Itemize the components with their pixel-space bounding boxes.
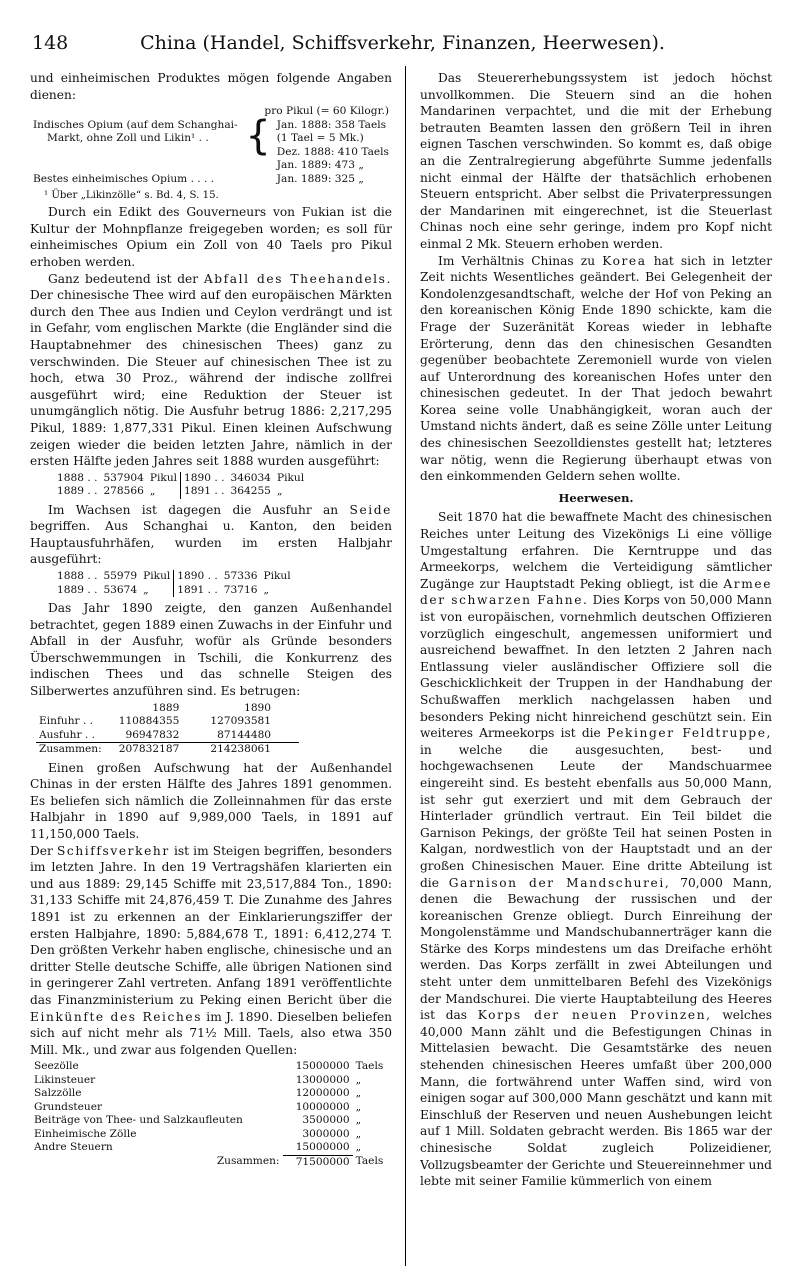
text-run: in welche die ausgesuchten, best- und hochgewachsenen Leute der Mandschuarmee eingereiht sind. Es besteht ebenfalls aus 50,000 Mann, ist sehr gut exerziert und mit dem Gebrauch der Hinterlader gründlich vertraut. Ein Teil bildet die Garnison Pekings, der größte Teil hat seinen Posten in Kalgan, nordwestlich von der Hauptstadt und an der großen Chinesischen Mauer. Eine dritte Abteilung ist die [420, 742, 772, 890]
footnote: ¹ Über „Likinzölle“ s. Bd. 4, S. 15. [44, 190, 219, 202]
text-run: 70,000 Mann, denen die Bewachung der russischen und der koreanischen Grenze obliegt. Durch Einreihung der Mongolenstämme und Mandschubannerträger kann die Stärke des Korps mindestens um das Dreifache erhöht werden. Das Korps zerfällt in zwei Abteilungen und steht unter dem unmittelbaren Befehl des Vizekönigs der Mandschurei. Die vierte Hauptabteilung des Heeres ist das [420, 875, 773, 1023]
table-cell: 57336 [223, 570, 258, 583]
paragraph-heerwesen [420, 509, 772, 1189]
emphasis-feldtruppe: Pekinger Feldtruppe, [606, 726, 772, 741]
table-cell: Taels [355, 1060, 384, 1073]
table-cell: 364255 [230, 485, 271, 498]
text-run: begriffen. Aus Schanghai u. Kanton, den beiden Hauptausfuhrhäfen, wurden im ersten Halbjahr ausgeführt: [30, 519, 392, 567]
opium-indisch-label-line1: Indisches Opium (auf dem Schanghai- [33, 118, 238, 131]
table-cell: 110884355 [118, 715, 180, 728]
column-header: 1890 [244, 701, 272, 714]
opium-value: Jan. 1888: 358 Taels [276, 118, 387, 131]
table-cell: 207832187 [116, 743, 208, 757]
revenue-table [30, 1060, 392, 1169]
paragraph-1890: Das Jahr 1890 zeigte, den ganzen Außenhandel betrachtet, gegen 1889 einen Zuwachs in der Einfuhr und Abfall in der Ausfuhr, wofür als Gründe besonders Überschwemmungen in Tschili, die Konkurrenz des indischen Thees und das schnelle Steigen des Silberwertes anzuführen sind. Es betrugen: [30, 601, 392, 699]
table-cell: Ausfuhr . . [39, 728, 96, 741]
opium-value: Jan. 1889: 473 „ [276, 159, 364, 172]
table-cell: Grundsteuer [34, 1100, 103, 1113]
table-cell: 96947832 [125, 728, 180, 741]
table-total-row [36, 743, 299, 757]
page-header [30, 32, 775, 58]
table-cell: 3500000 [302, 1114, 350, 1127]
table-cell: 1891 . . [181, 485, 228, 499]
table-row [30, 1101, 392, 1115]
table-cell: Seezölle [34, 1060, 79, 1073]
table-cell: „ [355, 1100, 362, 1113]
table-row [36, 729, 299, 743]
text-run: welches 40,000 Mann zählt und die Befestigungen Chinas in Mittelasien bewacht. Die Gesamtstärke des neuen stehenden chinesischen Heeres umfaßt über 200,000 Mann, die fortwährend unter Waffen sind, wird von einigen sogar auf 300,000 Mann geschätzt und kann mit Einschluß der Reserven und neuen Aushebungen leicht auf 1 Mill. Soldaten gebracht werden. Bis 1865 war der chinesische Soldat zugleich Polizeidiener, Vollzugsbeamter der Gerichte und Steuereinnehmer und lebte mit seiner Familie kümmerlich von einem [420, 1008, 773, 1189]
table-row [54, 584, 294, 598]
paragraph-fukian: Durch ein Edikt des Gouverneurs von Fukian ist die Kultur der Mohnpflanze freigegeben worden; es soll für einheimisches Opium ein Zoll von 40 Taels pro Pikul erhoben werden. [30, 205, 392, 269]
table-cell: Pikul [143, 570, 171, 583]
paragraph-seide [30, 502, 392, 568]
table-cell: 15000000 [295, 1141, 350, 1154]
text-run: hat sich in letzter Zeit nichts Wesentliches geändert. Bei Gelegenheit der Kondolenzgesandtschaft, welche der Hof von Peking an den koreanischen König Ende 1890 schickte, kam die Frage der Suzeränität Koreas wieder in lebhafte Erörterung, denn das den chinesischen Gesandten gegenüber beobachtete Zeremoniell wurde von vielen auf Unterordnung des koreanischen Hofes unter den chinesischen gedeutet. In der That jedoch bewahrt Korea seine volle Unabhängigkeit, woran auch der Umstand nichts ändert, daß es seine Zölle unter Leitung des chinesischen Seezolldienstes gestellt hat; letzteres war nötig, wenn die Regierung überhaupt etwas von den einkommenden Geldern sehen wollte. [420, 253, 773, 484]
opium-indisch-label [30, 119, 242, 173]
table-cell: „ [355, 1087, 362, 1100]
table-cell: Pikul [276, 471, 305, 484]
paragraph-intro: und einheimischen Produktes mögen folgende Angaben dienen: [30, 71, 392, 102]
opium-price-table [30, 105, 392, 186]
table-cell: „ [355, 1141, 362, 1154]
text-run: Dies Korps von 50,000 Mann ist von europäischen, vornehmlich deutschen Offizieren vorzüglich eingeschult, angemessen uniformiert und ausreichend bewaffnet. In den letzten 2 Jahren nach Entlassung vieler ausländischer Offiziere soll die Geschicklichkeit der Truppen in der Handhabung der Schußwaffen merklich nachgelassen haben und besonders Peking nicht hinreichend geschützt sein. Ein weiteres Armeekorps ist die [420, 593, 773, 741]
thee-export-table [54, 472, 307, 499]
text-run: Im Wachsen ist dagegen die Ausfuhr an [48, 502, 339, 517]
table-cell: 1891 . . [174, 584, 221, 598]
text-run: im J. 1890. Dieselben beliefen sich auf nicht mehr als 71½ Mill. Taels, also etwa 350 Mill. Mk., und zwar aus folgenden Quellen: [30, 1009, 393, 1057]
table-cell: 537904 [103, 471, 144, 484]
table-row [30, 1114, 392, 1128]
emphasis-armee: Armee der schwarzen Fahne. [420, 576, 773, 608]
table-cell: 1890 . . [181, 472, 228, 486]
brace-icon: { [245, 112, 271, 159]
text-run: Der chinesische Thee wird auf den europäischen Märkten durch den Thee aus Indien und Ceylon verdrängt und ist in Gefahr, vom englischen Markte (die Engländer sind die Hauptabnehmer des chinesischen Thees) ganz zu verschwinden. Die Steuer auf chinesischen Thee ist zu hoch, etwa 30 Proz., während der indische zollfrei ausgeführt wird; eine Reduktion der Steuer ist unumgänglich nötig. Die Ausfuhr betrug 1886: 2,217,295 Pikul, 1889: 1,877,331 Pikul. Einen kleinen Aufschwung zeigen wieder die beiden letzten Jahre, nämlich in der ersten Hälfte jeden Jahres seit 1888 wurden ausgeführt: [30, 288, 392, 469]
table-cell: Likinsteuer [34, 1073, 96, 1086]
emphasis-einkuenfte: Einkünfte des Reiches [30, 1009, 203, 1024]
opium-unit-header: pro Pikul (= 60 Kilogr.) [264, 105, 389, 118]
table-cell: „ [149, 485, 156, 498]
emphasis-schiffsverkehr: Schiffsverkehr [56, 843, 170, 858]
table-cell: „ [355, 1073, 362, 1086]
table-cell: „ [143, 583, 149, 596]
table-row [54, 472, 307, 486]
table-cell: Taels [355, 1155, 384, 1168]
table-cell: 3000000 [302, 1127, 350, 1140]
opium-einheimisch-label: Bestes einheimisches Opium . . . . [33, 172, 215, 185]
table-cell: Pikul [149, 471, 178, 484]
emphasis-korea: Korea [602, 253, 647, 268]
opium-value: (1 Tael = 5 Mk.) [276, 132, 364, 145]
table-cell: Einheimische Zölle [34, 1127, 137, 1140]
opium-value: Dez. 1888: 410 Taels [276, 145, 389, 158]
table-cell: „ [276, 485, 283, 498]
table-cell: 71500000 [283, 1155, 353, 1169]
table-cell: „ [355, 1127, 362, 1140]
table-row [30, 1060, 392, 1074]
opium-einheimisch-value: Jan. 1889: 325 „ [276, 172, 364, 185]
table-cell: 10000000 [295, 1100, 350, 1113]
table-cell: 73716 [223, 583, 258, 596]
table-cell: 13000000 [295, 1073, 350, 1086]
column-divider [405, 66, 406, 1266]
opium-indisch-label-line2: Markt, ohne Zoll und Likin¹ . . [47, 132, 209, 145]
table-header-row [36, 702, 299, 716]
table-cell: 87144480 [217, 728, 272, 741]
table-cell: Einfuhr . . [39, 715, 94, 728]
table-cell: 278566 [103, 485, 144, 498]
left-column [30, 70, 392, 1172]
emphasis-garnison: Garnison der Mandschurei, [448, 875, 671, 890]
table-row [36, 715, 299, 729]
column-header: 1889 [152, 701, 180, 714]
running-title: China (Handel, Schiffsverkehr, Finanzen, Heerwesen). [140, 32, 665, 54]
table-cell: Zusammen: [36, 743, 116, 757]
text-run: Im Verhältnis Chinas zu [438, 253, 596, 268]
section-heading-heerwesen: Heerwesen. [558, 490, 634, 505]
table-row [54, 485, 307, 499]
table-cell: „ [263, 583, 269, 596]
table-row [30, 1141, 392, 1155]
table-cell: 1889 . . [57, 583, 98, 596]
table-cell: 53674 [103, 583, 138, 596]
text-run: Ganz bedeutend ist der [48, 271, 199, 286]
paragraph-thee [30, 271, 392, 470]
table-row [30, 1087, 392, 1101]
table-cell: Beiträge von Thee- und Salzkaufleuten [34, 1114, 243, 1127]
table-cell: Andre Steuern [34, 1141, 113, 1154]
emphasis-seide: Seide [349, 502, 392, 517]
opium-indisch-values [274, 119, 392, 173]
paragraph-steuer: Das Steuererhebungssystem ist jedoch höchst unvollkommen. Die Steuern sind an die hohen Mandarinen verpachtet, und die mit der Erhebung betrauten Beamten lassen den größern Teil in ihren eignen Taschen verschwinden. So kommt es, daß obige an die Zentralregierung abgeführte Summe jedenfalls nicht einmal der Hälfte der thatsächlich erhobenen Steuern entspricht. Aber selbst die Privaterpressungen der Mandarinen mit eingerechnet, ist die Steuerlast Chinas noch eine sehr geringe, indem pro Kopf nicht einmal 2 Mk. Steuern erhoben werden. [420, 71, 772, 251]
table-cell: 55979 [103, 570, 138, 583]
table-row [30, 1128, 392, 1142]
text-run: Der [30, 843, 53, 858]
emphasis-korps: Korps der neuen Provinzen, [477, 1008, 712, 1023]
table-row [54, 570, 294, 584]
table-cell: Salzzölle [34, 1087, 82, 1100]
table-total-row [30, 1155, 392, 1169]
table-cell: Pikul [263, 570, 291, 583]
table-cell: „ [355, 1114, 362, 1127]
right-column [420, 70, 772, 1190]
table-row [30, 1074, 392, 1088]
table-cell: 1888 . . [57, 471, 98, 484]
paragraph-schiffsverkehr [30, 843, 392, 1059]
text-run: ist im Steigen begriffen, besonders im letzten Jahre. In den 19 Vertragshäfen klarierten ein und aus 1889: 29,145 Schiffe mit 23,517,884 Ton., 1890: 31,133 Schiffe mit 24,876,459 T. Die Zunahme des Jahres 1891 ist zu erkennen an der Einklarierungsziffer der ersten Halbjahre, 1890: 5,884,678 T., 1891: 6,412,274 T. Den größten Verkehr haben englische, chinesische und an dritter Stelle deutsche Schiffe, alle übrigen Nationen sind in geringerer Zahl vertreten. Anfang 1891 veröffentlichte das Finanzministerium zu Peking einen Bericht über die [30, 843, 393, 1007]
table-cell: 214238061 [207, 743, 299, 757]
seide-export-table [54, 570, 294, 597]
table-cell: 12000000 [295, 1087, 350, 1100]
trade-table [36, 702, 299, 757]
table-cell: 15000000 [295, 1060, 350, 1073]
paragraph-korea [420, 253, 772, 485]
table-cell: 1888 . . [57, 570, 98, 583]
emphasis-thee: Abfall des Theehandels. [203, 271, 393, 286]
paragraph-aufschwung: Einen großen Aufschwung hat der Außenhandel Chinas in der ersten Hälfte des Jahres 1891 genommen. Es beliefen sich nämlich die Zolleinnahmen für das erste Halbjahr in 1890 auf 9,989,000 Taels, in 1891 auf 11,150,000 Taels. [30, 760, 392, 841]
text-run: Seit 1870 hat die bewaffnete Macht des chinesischen Reiches unter Leitung des Vizekönigs Li eine völlige Umgestaltung erfahren. Die Kerntruppe und das Armeekorps, welchem die Verteidigung sämtlicher Zugänge zur Hauptstadt Peking obliegt, ist die [420, 510, 772, 591]
table-cell: 1890 . . [174, 570, 221, 584]
table-cell: 127093581 [210, 715, 272, 728]
page-number: 148 [32, 32, 69, 54]
table-cell: Zusammen: [216, 1155, 280, 1168]
table-cell: 1889 . . [57, 485, 98, 498]
table-cell: 346034 [230, 471, 271, 484]
